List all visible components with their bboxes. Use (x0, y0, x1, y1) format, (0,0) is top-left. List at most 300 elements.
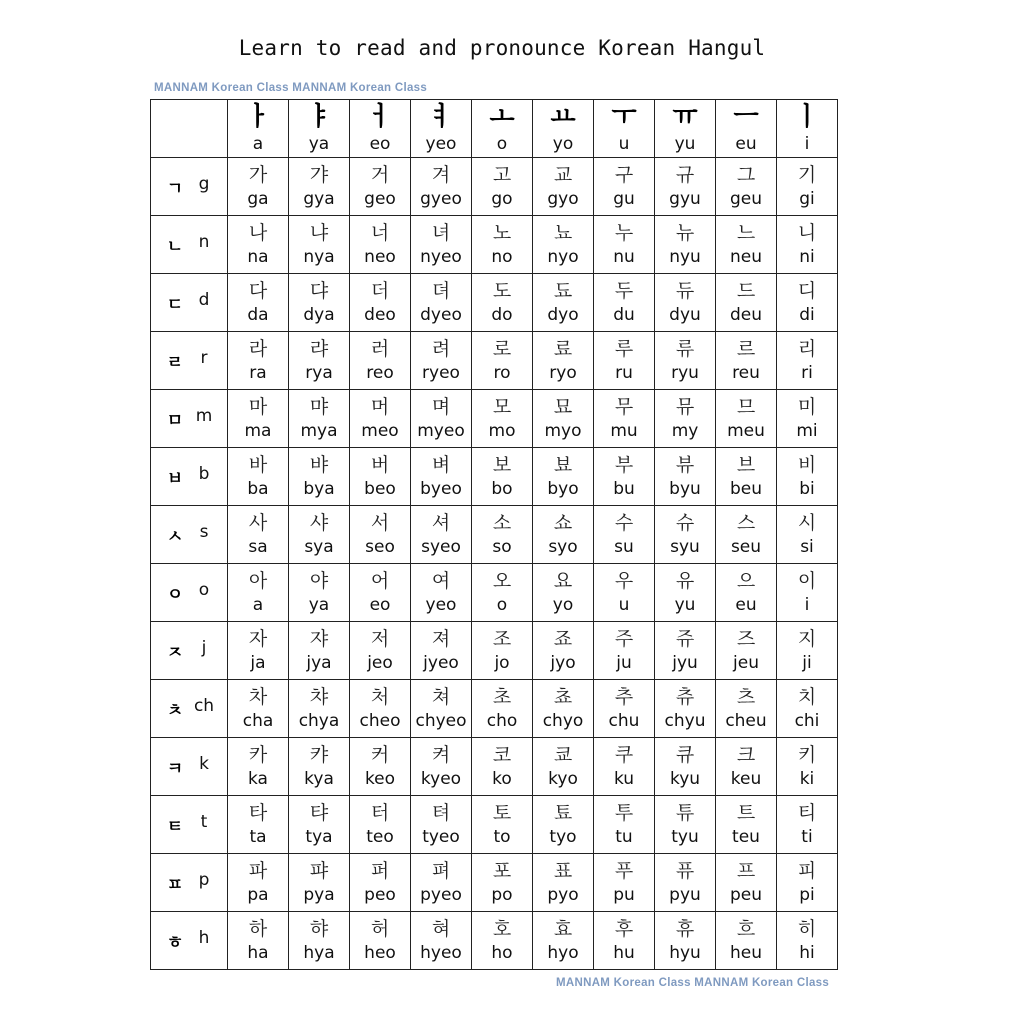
syllable-hangul: 셔 (431, 511, 451, 534)
vowel-romanization: eu (735, 133, 757, 154)
syllable-hangul: 자 (248, 627, 268, 650)
syllable-hangul: 느 (736, 221, 756, 244)
syllable-cell (533, 854, 594, 912)
syllable-cell (350, 216, 411, 274)
syllable-romanization: cha (242, 710, 274, 731)
syllable-hangul: 요 (553, 569, 573, 592)
syllable-romanization: ri (801, 362, 813, 383)
syllable-hangul: 즈 (736, 627, 756, 650)
consonant-header-cell (151, 622, 228, 680)
syllable-cell (289, 158, 350, 216)
syllable-hangul: 부 (614, 453, 634, 476)
syllable-hangul: 뇨 (553, 221, 573, 244)
syllable-romanization: rya (305, 362, 333, 383)
syllable-romanization: ha (247, 942, 269, 963)
vowel-header-cell (594, 100, 655, 158)
consonant-header-cell (151, 738, 228, 796)
syllable-romanization: kyo (548, 768, 578, 789)
syllable-romanization: ta (249, 826, 267, 847)
syllable-hangul: 야 (309, 569, 329, 592)
syllable-romanization: sa (248, 536, 268, 557)
syllable-hangul: 치 (797, 685, 817, 708)
syllable-hangul: 샤 (309, 511, 329, 534)
syllable-romanization: dyu (669, 304, 701, 325)
syllable-cell (777, 448, 838, 506)
syllable-romanization: bya (303, 478, 335, 499)
syllable-romanization: cheo (359, 710, 401, 731)
syllable-hangul: 이 (797, 569, 817, 592)
syllable-hangul: 슈 (675, 511, 695, 534)
syllable-hangul: 디 (797, 279, 817, 302)
syllable-romanization: my (671, 420, 699, 441)
syllable-hangul: 토 (492, 801, 512, 824)
syllable-romanization: chyu (664, 710, 706, 731)
syllable-cell (777, 506, 838, 564)
syllable-hangul: 냐 (309, 221, 329, 244)
syllable-romanization: chi (794, 710, 820, 731)
syllable-cell (472, 854, 533, 912)
consonant-romanization: p (198, 869, 210, 890)
syllable-cell (655, 274, 716, 332)
syllable-romanization: meo (361, 420, 399, 441)
syllable-cell (472, 448, 533, 506)
vowel-letter: ㅣ (794, 101, 820, 132)
syllable-hangul: 뉴 (675, 221, 695, 244)
syllable-hangul: 르 (736, 337, 756, 360)
syllable-hangul: 듀 (675, 279, 695, 302)
syllable-cell (411, 332, 472, 390)
syllable-hangul: 더 (370, 279, 390, 302)
syllable-cell (228, 390, 289, 448)
syllable-hangul: 지 (797, 627, 817, 650)
syllable-cell (472, 332, 533, 390)
syllable-hangul: 류 (675, 337, 695, 360)
syllable-cell (777, 796, 838, 854)
syllable-cell (350, 448, 411, 506)
syllable-hangul: 퓨 (675, 859, 695, 882)
syllable-cell (411, 912, 472, 970)
consonant-romanization: b (198, 463, 210, 484)
syllable-hangul: 켜 (431, 743, 451, 766)
syllable-hangul: 료 (553, 337, 573, 360)
syllable-cell (228, 448, 289, 506)
syllable-cell (228, 216, 289, 274)
vowel-header-cell (777, 100, 838, 158)
vowel-header-cell (228, 100, 289, 158)
syllable-hangul: 서 (370, 511, 390, 534)
syllable-cell (533, 448, 594, 506)
syllable-hangul: 혀 (431, 917, 451, 940)
syllable-romanization: neu (729, 246, 762, 267)
syllable-romanization: cheu (725, 710, 767, 731)
syllable-hangul: 다 (248, 279, 268, 302)
syllable-hangul: 보 (492, 453, 512, 476)
syllable-cell (594, 390, 655, 448)
syllable-hangul: 으 (736, 569, 756, 592)
syllable-cell (594, 506, 655, 564)
syllable-cell (594, 332, 655, 390)
syllable-hangul: 가 (248, 163, 268, 186)
syllable-hangul: 히 (797, 917, 817, 940)
syllable-romanization: no (491, 246, 513, 267)
syllable-romanization: tyo (549, 826, 577, 847)
syllable-cell (533, 332, 594, 390)
syllable-hangul: 탸 (309, 801, 329, 824)
syllable-hangul: 주 (614, 627, 634, 650)
syllable-cell (411, 564, 472, 622)
syllable-hangul: 퍼 (370, 859, 390, 882)
syllable-hangul: 쇼 (553, 511, 573, 534)
syllable-cell (533, 680, 594, 738)
syllable-cell (350, 332, 411, 390)
syllable-cell (289, 564, 350, 622)
syllable-romanization: chya (298, 710, 340, 731)
syllable-hangul: 니 (797, 221, 817, 244)
syllable-romanization: kyu (669, 768, 701, 789)
syllable-romanization: di (799, 304, 815, 325)
syllable-cell (777, 332, 838, 390)
syllable-romanization: i (804, 594, 810, 615)
consonant-romanization: g (198, 173, 210, 194)
vowel-romanization: yeo (425, 133, 457, 154)
syllable-cell (289, 448, 350, 506)
syllable-cell (533, 216, 594, 274)
syllable-cell (716, 448, 777, 506)
syllable-cell (777, 564, 838, 622)
syllable-hangul: 펴 (431, 859, 451, 882)
syllable-hangul: 시 (797, 511, 817, 534)
syllable-cell (655, 216, 716, 274)
syllable-cell (411, 738, 472, 796)
syllable-hangul: 저 (370, 627, 390, 650)
syllable-cell (655, 680, 716, 738)
syllable-cell (594, 680, 655, 738)
syllable-hangul: 코 (492, 743, 512, 766)
syllable-romanization: myeo (417, 420, 465, 441)
syllable-hangul: 미 (797, 395, 817, 418)
consonant-letter: ㅇ (166, 585, 184, 605)
syllable-cell (350, 854, 411, 912)
vowel-letter: ㅗ (489, 101, 515, 132)
consonant-header-cell (151, 680, 228, 738)
syllable-cell (655, 738, 716, 796)
syllable-cell (716, 796, 777, 854)
syllable-hangul: 녀 (431, 221, 451, 244)
syllable-romanization: nu (613, 246, 635, 267)
syllable-hangul: 누 (614, 221, 634, 244)
syllable-romanization: reo (366, 362, 394, 383)
syllable-cell (289, 506, 350, 564)
syllable-cell (777, 158, 838, 216)
consonant-romanization: r (200, 347, 208, 368)
syllable-hangul: 거 (370, 163, 390, 186)
syllable-romanization: geu (729, 188, 763, 209)
syllable-hangul: 며 (431, 395, 451, 418)
syllable-cell (411, 680, 472, 738)
syllable-cell (716, 854, 777, 912)
syllable-romanization: na (247, 246, 269, 267)
syllable-cell (533, 274, 594, 332)
syllable-cell (472, 912, 533, 970)
consonant-header-cell (151, 332, 228, 390)
consonant-letter: ㅊ (166, 701, 184, 721)
syllable-romanization: syeo (421, 536, 461, 557)
consonant-header-cell (151, 448, 228, 506)
syllable-romanization: tu (615, 826, 633, 847)
syllable-romanization: pa (247, 884, 269, 905)
syllable-hangul: 퍄 (309, 859, 329, 882)
consonant-letter: ㅋ (166, 759, 184, 779)
vowel-romanization: eo (369, 133, 391, 154)
syllable-cell (350, 390, 411, 448)
syllable-hangul: 모 (492, 395, 512, 418)
syllable-cell (655, 564, 716, 622)
syllable-cell (716, 274, 777, 332)
syllable-romanization: ga (247, 188, 269, 209)
vowel-letter: ㅠ (672, 101, 698, 132)
consonant-row (151, 912, 838, 970)
syllable-romanization: nyo (547, 246, 579, 267)
syllable-hangul: 먀 (309, 395, 329, 418)
syllable-cell (716, 506, 777, 564)
syllable-hangul: 뱌 (309, 453, 329, 476)
syllable-cell (411, 622, 472, 680)
syllable-hangul: 푸 (614, 859, 634, 882)
syllable-romanization: peo (364, 884, 396, 905)
syllable-hangul: 튜 (675, 801, 695, 824)
syllable-romanization: ya (308, 594, 330, 615)
syllable-cell (655, 796, 716, 854)
syllable-romanization: ryu (671, 362, 699, 383)
syllable-romanization: tya (305, 826, 333, 847)
syllable-romanization: sya (304, 536, 334, 557)
syllable-romanization: beo (364, 478, 396, 499)
syllable-cell (777, 390, 838, 448)
syllable-romanization: mi (796, 420, 818, 441)
syllable-cell (228, 622, 289, 680)
syllable-hangul: 랴 (309, 337, 329, 360)
syllable-romanization: heo (364, 942, 396, 963)
syllable-cell (716, 912, 777, 970)
syllable-romanization: myo (544, 420, 582, 441)
syllable-romanization: bo (491, 478, 513, 499)
syllable-hangul: 소 (492, 511, 512, 534)
syllable-romanization: u (618, 594, 630, 615)
consonant-header-cell (151, 216, 228, 274)
syllable-romanization: ku (613, 768, 635, 789)
syllable-hangul: 햐 (309, 917, 329, 940)
syllable-hangul: 구 (614, 163, 634, 186)
vowel-letter: ㅕ (428, 101, 454, 132)
syllable-cell (777, 854, 838, 912)
syllable-romanization: gi (799, 188, 815, 209)
syllable-cell (777, 216, 838, 274)
syllable-hangul: 쳐 (431, 685, 451, 708)
syllable-hangul: 호 (492, 917, 512, 940)
consonant-row (151, 274, 838, 332)
syllable-romanization: ji (802, 652, 812, 673)
syllable-cell (411, 158, 472, 216)
syllable-cell (228, 506, 289, 564)
syllable-hangul: 수 (614, 511, 634, 534)
syllable-cell (594, 274, 655, 332)
consonant-header-cell (151, 274, 228, 332)
consonant-romanization: h (198, 927, 210, 948)
syllable-romanization: jyu (672, 652, 698, 673)
syllable-hangul: 츄 (675, 685, 695, 708)
syllable-cell (472, 158, 533, 216)
consonant-header-cell (151, 854, 228, 912)
syllable-romanization: eo (369, 594, 391, 615)
syllable-hangul: 큐 (675, 743, 695, 766)
syllable-hangul: 쥬 (675, 627, 695, 650)
syllable-cell (472, 738, 533, 796)
syllable-hangul: 뎌 (431, 279, 451, 302)
syllable-cell (289, 796, 350, 854)
syllable-romanization: ja (250, 652, 266, 673)
syllable-cell (350, 912, 411, 970)
syllable-romanization: do (491, 304, 513, 325)
syllable-romanization: meu (727, 420, 765, 441)
syllable-cell (716, 216, 777, 274)
syllable-cell (289, 390, 350, 448)
syllable-cell (533, 738, 594, 796)
consonant-romanization: d (198, 289, 210, 310)
watermark-top: MANNAM Korean Class MANNAM Korean Class (154, 82, 428, 94)
syllable-cell (716, 622, 777, 680)
syllable-cell (411, 274, 472, 332)
vowel-letter: ㅑ (306, 101, 332, 132)
syllable-cell (594, 854, 655, 912)
syllable-hangul: 흐 (736, 917, 756, 940)
syllable-cell (350, 622, 411, 680)
syllable-romanization: jyo (550, 652, 576, 673)
consonant-letter: ㄷ (166, 295, 184, 315)
syllable-cell (411, 216, 472, 274)
syllable-romanization: yu (674, 594, 696, 615)
syllable-cell (228, 332, 289, 390)
consonant-romanization: t (200, 811, 208, 832)
syllable-romanization: pya (303, 884, 335, 905)
syllable-cell (228, 274, 289, 332)
syllable-hangul: 기 (797, 163, 817, 186)
syllable-hangul: 툐 (553, 801, 573, 824)
syllable-hangul: 비 (797, 453, 817, 476)
syllable-cell (411, 506, 472, 564)
syllable-hangul: 우 (614, 569, 634, 592)
syllable-cell (655, 912, 716, 970)
syllable-hangul: 유 (675, 569, 695, 592)
syllable-hangul: 버 (370, 453, 390, 476)
syllable-romanization: byo (547, 478, 579, 499)
syllable-hangul: 캬 (309, 743, 329, 766)
syllable-romanization: ba (247, 478, 269, 499)
syllable-hangul: 트 (736, 801, 756, 824)
syllable-romanization: eu (735, 594, 757, 615)
syllable-hangul: 쿄 (553, 743, 573, 766)
vowel-romanization: i (804, 133, 810, 154)
chart-body (151, 100, 838, 970)
syllable-cell (411, 390, 472, 448)
syllable-hangul: 아 (248, 569, 268, 592)
vowel-romanization: yo (552, 133, 574, 154)
syllable-cell (777, 738, 838, 796)
syllable-romanization: ju (616, 652, 632, 673)
consonant-letter: ㄹ (166, 353, 184, 373)
syllable-romanization: si (800, 536, 814, 557)
syllable-romanization: nyeo (420, 246, 462, 267)
syllable-cell (289, 680, 350, 738)
syllable-hangul: 쵸 (553, 685, 573, 708)
syllable-cell (289, 738, 350, 796)
syllable-romanization: to (493, 826, 511, 847)
syllable-cell (472, 564, 533, 622)
syllable-hangul: 묘 (553, 395, 573, 418)
consonant-letter: ㅍ (166, 875, 184, 895)
syllable-hangul: 추 (614, 685, 634, 708)
syllable-cell (228, 738, 289, 796)
syllable-hangul: 터 (370, 801, 390, 824)
syllable-romanization: neo (364, 246, 396, 267)
consonant-letter: ㅎ (166, 933, 184, 953)
syllable-romanization: ho (491, 942, 513, 963)
consonant-row (151, 332, 838, 390)
consonant-letter: ㄴ (166, 237, 184, 257)
syllable-hangul: 차 (248, 685, 268, 708)
syllable-cell (716, 158, 777, 216)
consonant-row (151, 158, 838, 216)
syllable-cell (594, 622, 655, 680)
syllable-hangul: 허 (370, 917, 390, 940)
syllable-cell (472, 506, 533, 564)
syllable-hangul: 져 (431, 627, 451, 650)
syllable-hangul: 드 (736, 279, 756, 302)
consonant-letter: ㅅ (166, 527, 184, 547)
syllable-romanization: dyo (547, 304, 579, 325)
syllable-romanization: mo (488, 420, 516, 441)
syllable-romanization: syo (548, 536, 578, 557)
syllable-romanization: chyo (542, 710, 584, 731)
syllable-romanization: deo (364, 304, 396, 325)
hangul-chart (150, 99, 838, 970)
syllable-romanization: gyu (669, 188, 701, 209)
consonant-header-cell (151, 390, 228, 448)
syllable-cell (289, 912, 350, 970)
consonant-row (151, 854, 838, 912)
consonant-romanization: o (198, 579, 210, 600)
vowel-letter: ㅜ (611, 101, 637, 132)
watermark-bottom: MANNAM Korean Class MANNAM Korean Class (556, 977, 830, 989)
syllable-romanization: da (247, 304, 269, 325)
syllable-romanization: gyeo (420, 188, 462, 209)
syllable-cell (411, 796, 472, 854)
vowel-header-cell (655, 100, 716, 158)
syllable-cell (350, 564, 411, 622)
syllable-hangul: 효 (553, 917, 573, 940)
syllable-cell (228, 854, 289, 912)
syllable-cell (533, 622, 594, 680)
syllable-cell (533, 158, 594, 216)
syllable-hangul: 나 (248, 221, 268, 244)
syllable-romanization: syu (670, 536, 700, 557)
syllable-hangul: 무 (614, 395, 634, 418)
syllable-hangul: 뮤 (675, 395, 695, 418)
syllable-hangul: 챠 (309, 685, 329, 708)
syllable-hangul: 브 (736, 453, 756, 476)
consonant-letter: ㅌ (166, 817, 184, 837)
syllable-hangul: 처 (370, 685, 390, 708)
syllable-romanization: ki (799, 768, 815, 789)
